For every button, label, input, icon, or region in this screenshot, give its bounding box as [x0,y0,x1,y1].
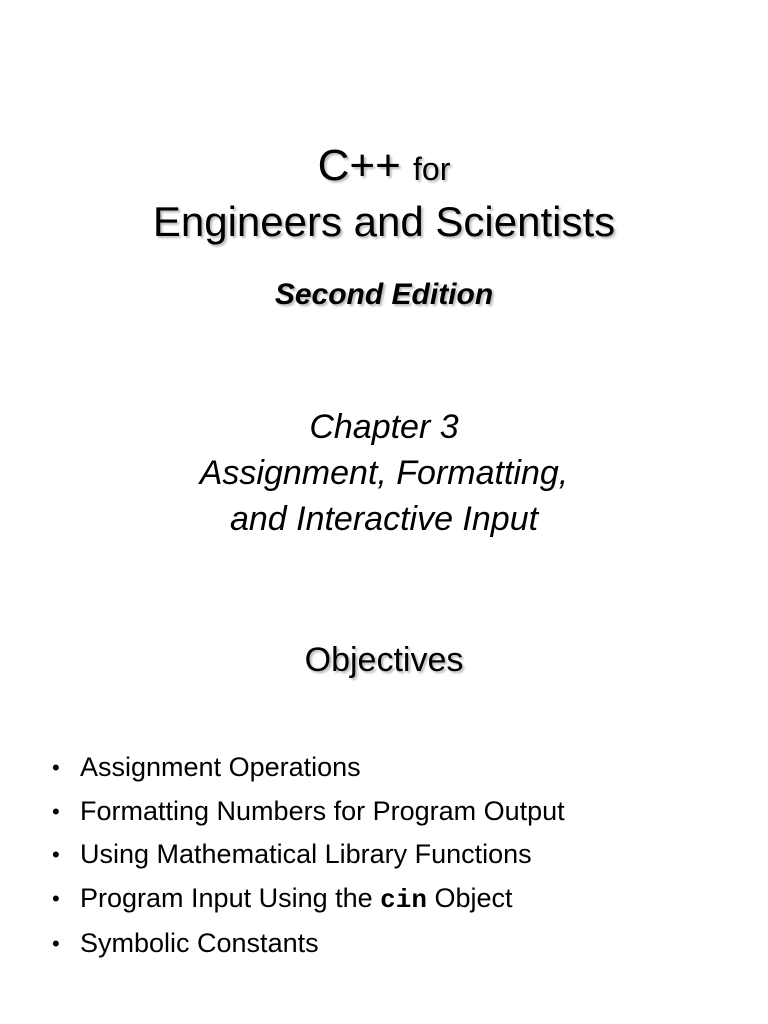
chapter-number: Chapter 3 [309,408,459,446]
objective-item [52,746,752,790]
objectives-heading: Objectives [304,641,464,679]
chapter-title-line2: and Interactive Input [229,500,539,538]
chapter-title-line1: Assignment, Formatting, [199,454,569,492]
objective-text: Assignment Operations [80,752,361,782]
bullet-icon: • [52,755,60,780]
bullet-icon: • [52,798,60,824]
cpp-title: C++ [317,141,401,190]
objective-item [52,833,752,877]
objectives-list [52,746,752,966]
objective-text: Using Mathematical Library Functions [80,839,532,869]
objective-text-before: Program Input Using the [80,882,381,913]
bullet-icon: • [52,885,60,911]
objective-text: Formatting Numbers for Program Output [80,795,565,826]
for-word: for [413,151,451,187]
bullet-icon: • [52,842,60,867]
objective-item [52,877,752,923]
objective-item [52,790,752,834]
objective-text-after: Object [426,882,513,913]
book-subtitle: Engineers and Scientists [152,198,616,245]
bullet-icon: • [52,931,60,956]
edition-label: Second Edition [274,278,494,311]
code-cin: cin [380,884,427,915]
book-title-line1 [0,140,768,195]
chapter-heading [0,404,768,542]
objective-text: Symbolic Constants [80,928,319,958]
objective-item [52,922,752,966]
